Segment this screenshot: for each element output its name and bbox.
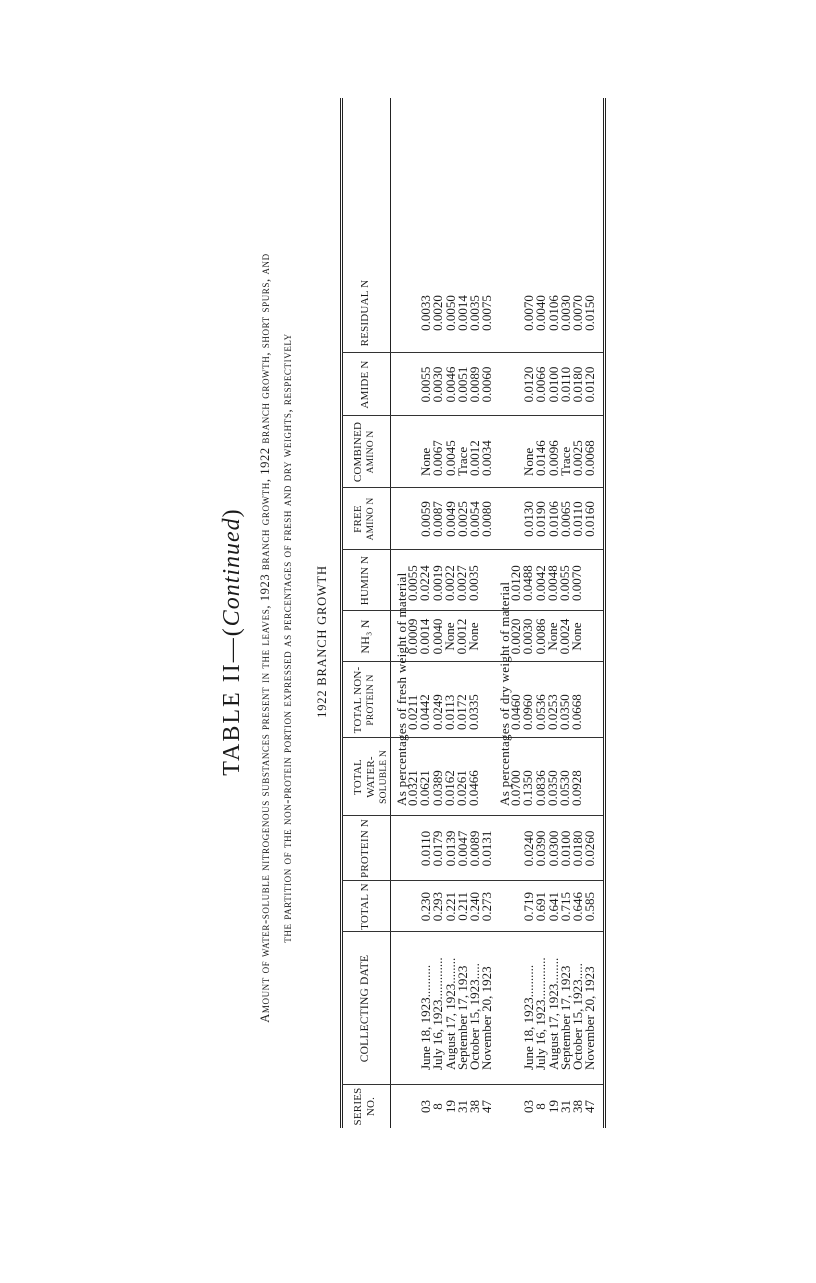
fresh-free-amino-col: 0.0059 0.0087 0.0049 0.0025 0.0054 0.0080 <box>418 501 495 537</box>
header-date: COLLECTING DATE <box>359 954 371 1063</box>
fresh-residual-col: 0.0033 0.0020 0.0050 0.0014 0.0035 0.0075 <box>418 295 495 331</box>
table-title: TABLE II—(Continued) <box>219 507 245 776</box>
bottom-rule-double <box>605 98 606 1128</box>
fresh-date-col: June 18, 1923.......... July 16, 1923............. August 17, 1923........ September 17, 1923 October 15, 1923..... November 20, 1923 <box>418 957 495 1070</box>
top-rule <box>340 98 341 1128</box>
header-combined-amino: COMBINED AMINO N <box>352 421 376 483</box>
caption-line-1: Amount of water-soluble nitrogenous substances present in the leaves, 1923 branch growth, 1922 branch growth, short spurs, and <box>258 253 272 1023</box>
dry-combined-amino-col: None 0.0146 0.0096 Trace 0.0025 0.0068 <box>521 440 598 476</box>
fresh-water-soluble-col: 0.0321 0.0621 0.0389 0.0162 0.0261 0.0466 <box>405 770 482 806</box>
fresh-total-n-col: 0.230 0.293 0.221 0.211 0.240 0.273 <box>418 892 495 922</box>
fresh-amide-col: 0.0055 0.0030 0.0046 0.0051 0.0089 0.0060 <box>418 366 495 403</box>
fresh-series-col: 03 8 19 31 38 47 <box>418 1100 495 1113</box>
header-amide: AMIDE N <box>359 360 371 409</box>
dry-water-soluble-col: 0.0700 0.1350 0.0836 0.0350 0.0530 0.0928 <box>508 770 585 806</box>
dry-date-col: June 18, 1923.......... July 16, 1923............. August 17, 1923........ September 17, 1923 October 15, 1923..... November 20, 1923 <box>521 957 598 1070</box>
dry-series-col: 03 8 19 31 38 47 <box>521 1100 598 1113</box>
section-subtitle: 1922 BRANCH GROWTH <box>315 565 329 718</box>
header-free-amino: FREE AMINO N <box>352 497 376 541</box>
header-rule <box>390 98 391 1128</box>
caption-line-2: the partition of the non-protein portion expressed as percentages of fresh and dry weights, respectively <box>280 333 294 943</box>
dry-amide-col: 0.0120 0.0066 0.0100 0.0110 0.0180 0.0120 <box>521 366 598 403</box>
dry-humin-col: 0.0120 0.0488 0.0042 0.0048 0.0055 0.0070 <box>508 565 585 601</box>
header-nh3: NH₃ N <box>358 619 372 654</box>
fresh-non-protein-col: 0.0211 0.0442 0.0249 0.0113 0.0172 0.0335 <box>405 694 482 730</box>
header-total-n: TOTAL N <box>359 883 371 930</box>
dry-protein-n-col: 0.0240 0.0390 0.0300 0.0100 0.0180 0.0260 <box>521 830 598 867</box>
data-table <box>340 98 605 1128</box>
dry-total-n-col: 0.719 0.691 0.641 0.715 0.646 0.585 <box>521 892 598 922</box>
top-rule-double <box>342 98 343 1128</box>
header-water-soluble: TOTAL WATER- SOLUBLE N <box>352 750 389 804</box>
fresh-protein-n-col: 0.0110 0.0179 0.0139 0.0047 0.0089 0.0131 <box>418 830 495 867</box>
section-label-dry: As percentages of dry weight of material <box>497 581 512 806</box>
header-humin: HUMIN N <box>359 555 371 606</box>
fresh-humin-col: 0.0055 0.0224 0.0019 0.0022 0.0027 0.0035 <box>405 565 482 601</box>
header-residual: RESIDUAL N <box>359 279 371 347</box>
dry-free-amino-col: 0.0130 0.0190 0.0106 0.0065 0.0110 0.0160 <box>521 501 598 537</box>
bottom-rule <box>603 98 604 1128</box>
header-series: SERIES NO. <box>352 1087 377 1126</box>
dry-non-protein-col: 0.0460 0.0960 0.0536 0.0253 0.0350 0.0668 <box>508 694 585 730</box>
header-non-protein: TOTAL NON- PROTEIN N <box>352 666 376 734</box>
dry-nh3-col: 0.0020 0.0030 0.0086 None 0.0024 None <box>508 618 585 655</box>
section-label-fresh: As percentages of fresh weight of material <box>394 572 409 806</box>
fresh-nh3-col: 0.0009 0.0014 0.0040 None 0.0012 None <box>405 618 482 655</box>
dry-residual-col: 0.0070 0.0040 0.0106 0.0030 0.0070 0.0150 <box>521 295 598 331</box>
fresh-combined-amino-col: None 0.0067 0.0045 Trace 0.0012 0.0034 <box>418 440 495 476</box>
header-protein-n: PROTEIN N <box>359 819 371 878</box>
